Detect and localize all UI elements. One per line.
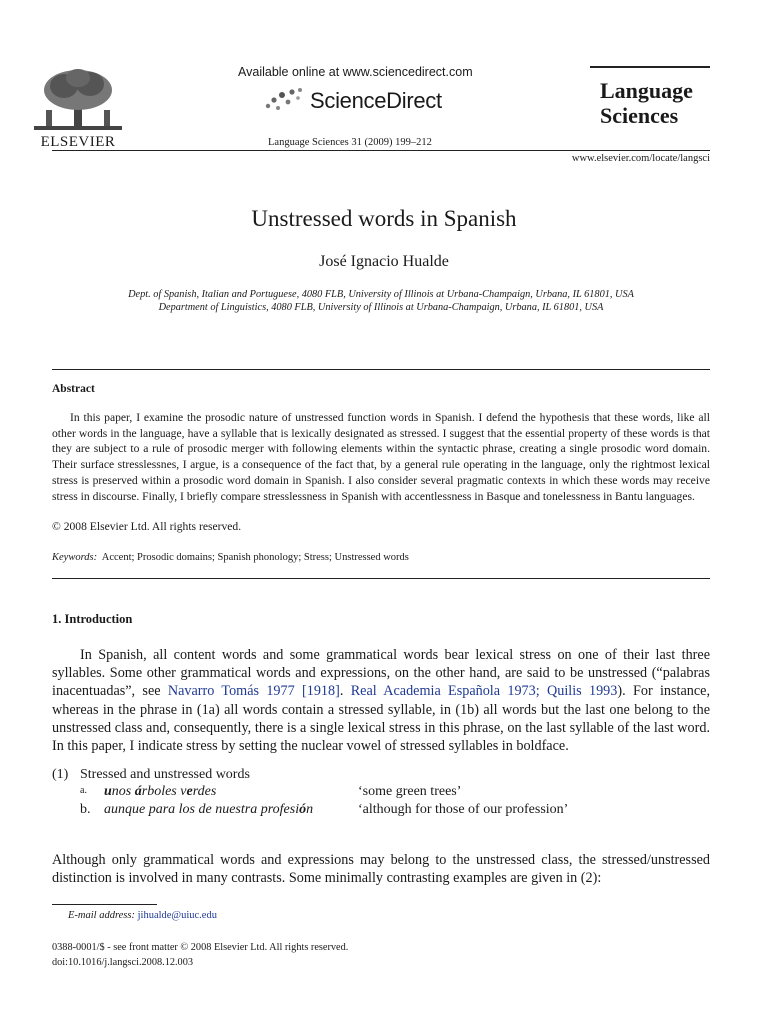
keywords-list: Accent; Prosodic domains; Spanish phonology; Stress; Unstressed words <box>101 552 409 563</box>
keywords-line <box>52 552 409 563</box>
elsevier-tree-icon <box>24 66 132 134</box>
issn-line: 0388-0001/$ - see front matter © 2008 Elsevier Ltd. All rights reserved. <box>52 942 349 953</box>
example-title: Stressed and unstressed words <box>80 767 250 782</box>
sciencedirect-dots-icon <box>262 86 308 116</box>
abstract-text: In this paper, I examine the prosodic nature of unstressed function words in Spanish. I defend the hypothesis that these words, like all other words in the language, have a syllable that is lexically designated as stressed. I suggest that the essential property of these words is that they are subject to a rule of prosodic merger with following elements within the syntactic phrase, creating a single prosodic word domain. Their surface stresslessnes, I argue, is a consequence of the fact that, by a general rule operating in the language, only the rightmost lexical stress is preserved within a prosodic word domain in Spanish. I also consider several pragmatic contexts in which these words may receive stress in discourse. Finally, I briefly compare stresslessness in Spanish with accentlessness in Basque and tonelessness in Bantu languages. <box>52 411 710 503</box>
example-a-gloss: ‘some green trees’ <box>358 784 462 799</box>
abstract-heading: Abstract <box>52 383 95 395</box>
example-a-text: unos árboles verdes <box>104 784 217 799</box>
elsevier-logo <box>24 66 132 150</box>
abstract-top-rule <box>52 369 710 370</box>
keywords-label: Keywords: <box>52 552 98 563</box>
journal-title-bar <box>590 66 710 68</box>
example-b-gloss: ‘although for those of our profession’ <box>358 802 569 817</box>
intro-p1-sep: . <box>339 683 351 700</box>
sciencedirect-wordmark: ScienceDirect <box>310 88 442 113</box>
header-rule <box>52 150 710 151</box>
footnote-rule <box>52 904 157 905</box>
example-b-text: aunque para los de nuestra profesión <box>104 802 314 817</box>
intro-paragraph-1 <box>52 646 710 755</box>
example-1 <box>52 767 710 823</box>
available-online-text: Available online at www.sciencedirect.com <box>238 65 473 79</box>
affiliation-1: Dept. of Spanish, Italian and Portuguese, 4080 FLB, University of Illinois at Urbana-Champaign, Urbana, IL 61801, USA <box>128 289 634 300</box>
abstract-copyright: © 2008 Elsevier Ltd. All rights reserved. <box>52 520 242 533</box>
intro-p1-text-b: ). For instance, whereas in the phrase in (1a) all words contain a stressed syllable, in (1b) all words but the last one belong to the unstressed class and, consequently, there is a single lexical stress in this phrase, on the last syllable of the last word. In this paper, I indicate stress by setting the nuclear vowel of stressed syllables in boldface. <box>52 683 711 755</box>
citation-link-real-academia[interactable]: Real Academia Española 1973; Quilis 1993 <box>350 683 618 700</box>
example-a-label: a. <box>80 785 87 796</box>
journal-title <box>600 78 693 128</box>
email-link[interactable]: jihualde@uiuc.edu <box>137 910 217 921</box>
footnote-email <box>68 910 217 921</box>
affiliation-2: Department of Linguistics, 4080 FLB, University of Illinois at Urbana-Champaign, Urbana, IL 61801, USA <box>158 302 604 313</box>
intro-p1-text-a: In Spanish, all content words and some grammatical words bear lexical stress on one of their last three syllables. Some other grammatical words and expressions, on the other hand, are said to be unstressed (“palabras inacentuadas”, see <box>52 647 710 700</box>
article-title: Unstressed words in Spanish <box>251 206 517 231</box>
example-number: (1) <box>52 767 69 782</box>
journal-url[interactable]: www.elsevier.com/locate/langsci <box>571 153 710 164</box>
journal-citation: Language Sciences 31 (2009) 199–212 <box>268 137 432 148</box>
email-label: E-mail address: <box>68 910 135 921</box>
example-b-label: b. <box>80 802 91 817</box>
intro-paragraph-2: Although only grammatical words and expressions may belong to the unstressed class, the stressed/unstressed distinction is involved in many contrasts. Some minimally contrasting examples are given in (2): <box>52 852 710 887</box>
doi-line[interactable]: doi:10.1016/j.langsci.2008.12.003 <box>52 957 194 968</box>
article-author: José Ignacio Hualde <box>319 253 449 270</box>
sciencedirect-logo <box>262 84 462 118</box>
abstract-bottom-rule <box>52 578 710 579</box>
journal-title-line1: Language <box>600 78 693 103</box>
journal-title-line2: Sciences <box>600 103 679 128</box>
section-heading-introduction: 1. Introduction <box>52 612 133 626</box>
citation-link-navarro[interactable]: Navarro Tomás 1977 [1918] <box>167 683 340 700</box>
publisher-name: ELSEVIER <box>40 134 116 150</box>
